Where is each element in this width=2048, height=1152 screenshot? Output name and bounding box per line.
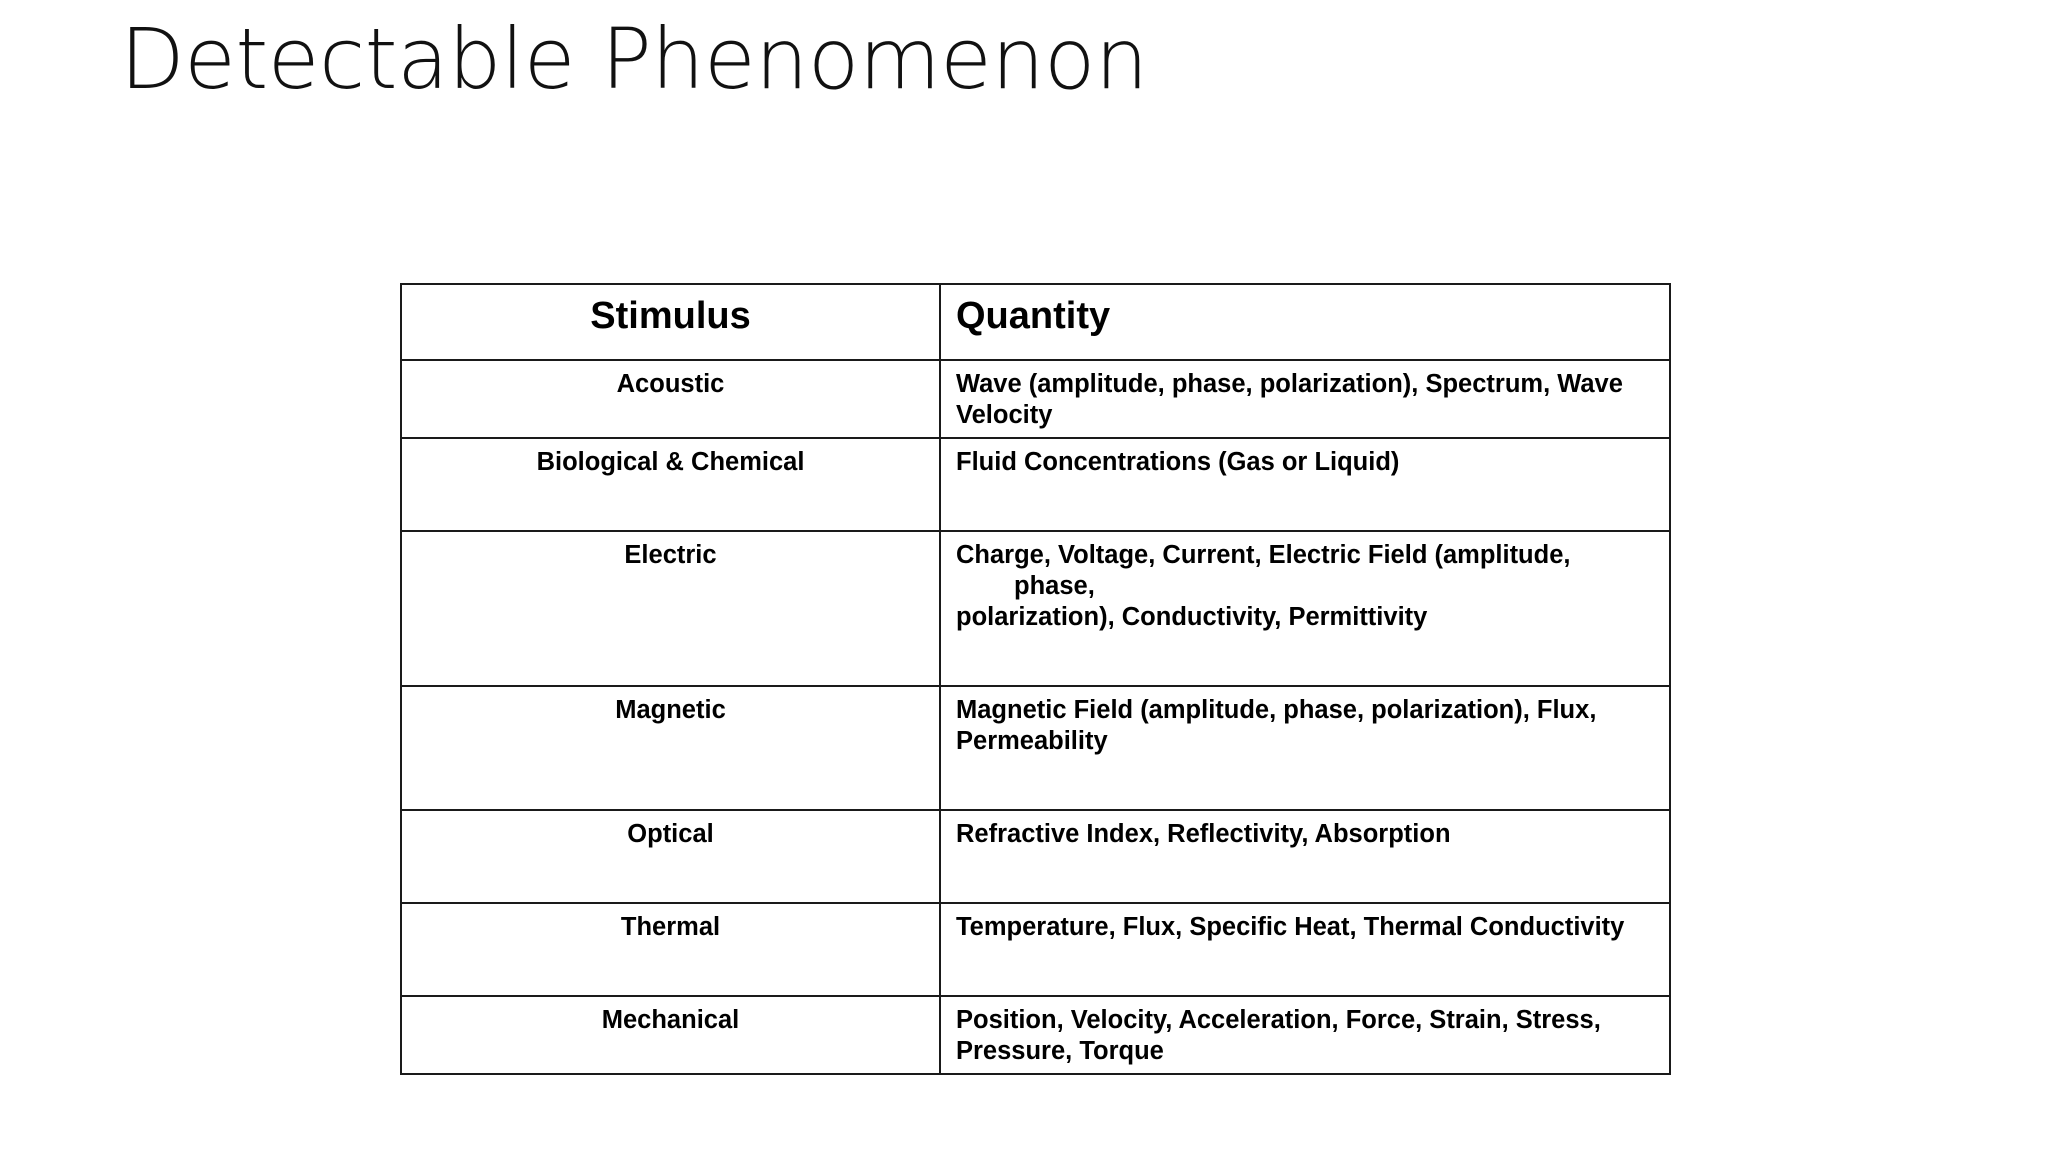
stimulus-cell: Magnetic: [401, 686, 940, 810]
quantity-cell: [940, 996, 1670, 1074]
stimulus-cell: Mechanical: [401, 996, 940, 1074]
quantity-line: Charge, Voltage, Current, Electric Field (amplitude,: [956, 541, 1571, 569]
quantity-cell: [940, 810, 1670, 903]
quantity-line: Fluid Concentrations (Gas or Liquid): [956, 448, 1400, 476]
table-row-electric: [401, 531, 1670, 686]
table-row-biological-chemical: [401, 438, 1670, 531]
quantity-cell: [940, 438, 1670, 531]
stimulus-cell: Electric: [401, 531, 940, 686]
quantity-line: Velocity: [956, 401, 1053, 429]
quantity-line: polarization), Conductivity, Permittivity: [956, 603, 1428, 631]
quantity-line: Permeability: [956, 727, 1108, 755]
quantity-line: phase,: [1014, 572, 1095, 600]
header-stimulus: Stimulus: [401, 284, 940, 360]
quantity-cell: [940, 531, 1670, 686]
quantity-line: Position, Velocity, Acceleration, Force, Strain, Stress,: [956, 1006, 1601, 1034]
quantity-line: Magnetic Field (amplitude, phase, polarization), Flux,: [956, 696, 1597, 724]
slide-title: Detectable Phenomenon: [120, 10, 1148, 108]
quantity-cell: [940, 903, 1670, 996]
table-row-acoustic: [401, 360, 1670, 438]
quantity-cell: [940, 360, 1670, 438]
stimulus-table-container: [400, 283, 1669, 1075]
quantity-line: Wave (amplitude, phase, polarization), Spectrum, Wave: [956, 370, 1623, 398]
table-row-optical: [401, 810, 1670, 903]
table-row-thermal: [401, 903, 1670, 996]
header-quantity: Quantity: [940, 284, 1670, 360]
quantity-line: Pressure, Torque: [956, 1037, 1164, 1065]
table-row-magnetic: [401, 686, 1670, 810]
stimulus-cell: Optical: [401, 810, 940, 903]
quantity-cell: [940, 686, 1670, 810]
quantity-line: Temperature, Flux, Specific Heat, Thermal Conductivity: [956, 913, 1625, 941]
table-header-row: [401, 284, 1670, 360]
stimulus-cell: Thermal: [401, 903, 940, 996]
stimulus-table: [400, 283, 1671, 1075]
stimulus-cell: Acoustic: [401, 360, 940, 438]
quantity-line: Refractive Index, Reflectivity, Absorption: [956, 820, 1451, 848]
stimulus-cell: Biological & Chemical: [401, 438, 940, 531]
table-row-mechanical: [401, 996, 1670, 1074]
